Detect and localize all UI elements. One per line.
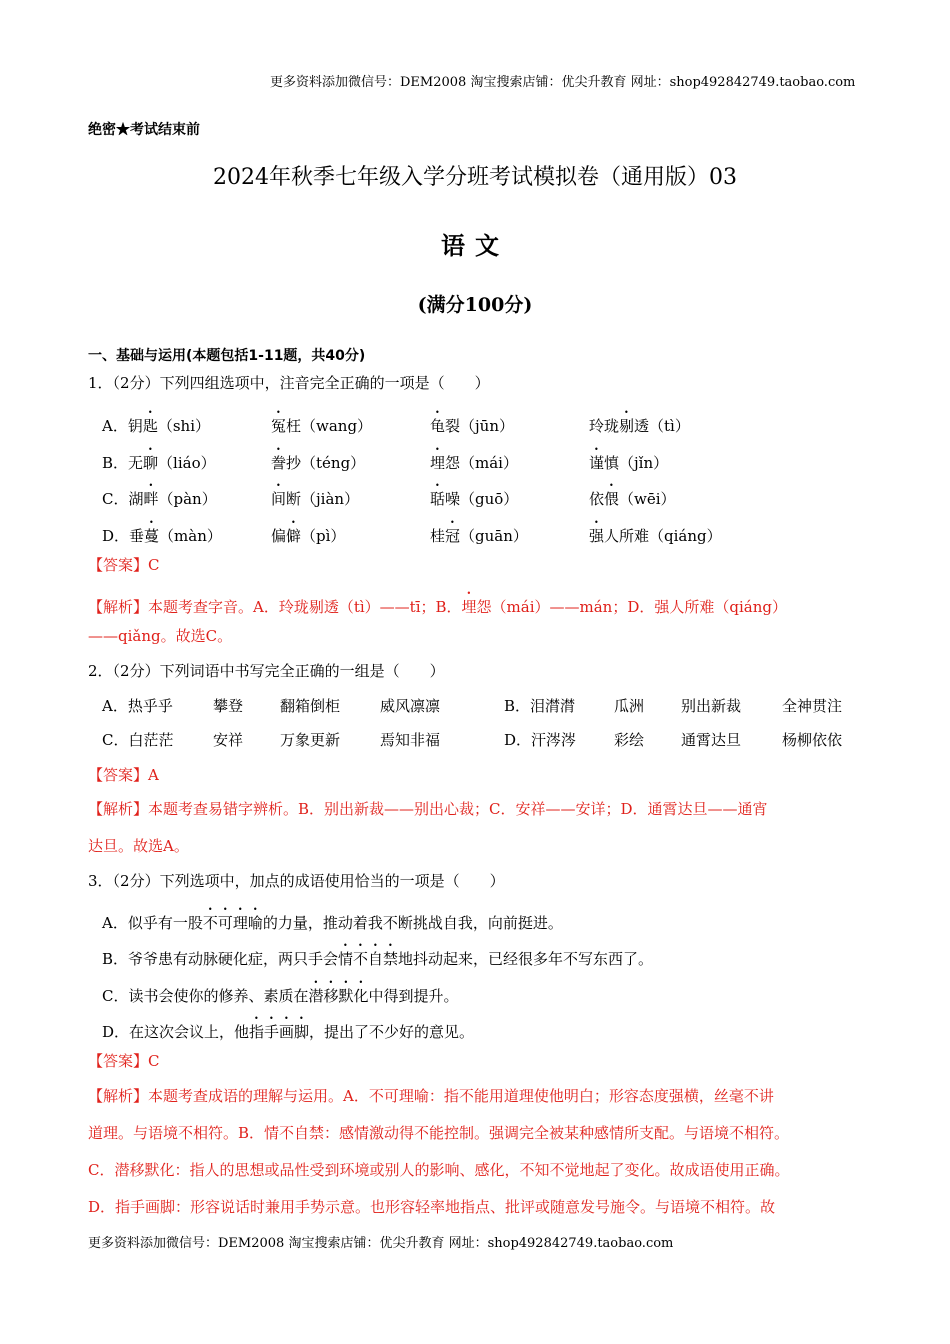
q1-option-d1: D．垂蔓（màn） (102, 527, 222, 545)
q1-analysis-line: ——qiǎng。故选C。 (88, 627, 233, 645)
q3-analysis-line: 道理。与语境不相符。B．情不自禁：感情激动得不能控制。强调完全被某种感情所支配。与语境不相符。 (88, 1124, 790, 1142)
q2-option: 彩绘 (614, 731, 645, 749)
q2-option: 翻箱倒柜 (280, 697, 341, 715)
q3-analysis-line: D．指手画脚：形容说话时兼用手势示意。也形容轻率地指点、批评或随意发号施令。与语境不相符。故 (88, 1198, 776, 1216)
q2-option: A．热乎乎 (102, 697, 173, 715)
q2-option: 全神贯注 (782, 697, 843, 715)
q1-option-a3: 龟裂（jūn） (430, 417, 514, 435)
q2-option: 攀登 (213, 697, 244, 715)
q2-option: 威风凛凛 (380, 697, 441, 715)
q1-analysis-line: 【解析】本题考查字音。A．玲珑剔透（tì）——tī；B．埋怨（mái）——mán；D．强人所难（qiáng） (88, 598, 787, 616)
q3-option-a: A．似乎有一股不可理喻的力量，推动着我不断挑战自我，向前挺进。 (102, 914, 563, 932)
subject-title: 语文 (441, 231, 509, 260)
q2-option: D．汗涔涔 (504, 731, 577, 749)
q1-option-c4: 依偎（wēi） (589, 490, 676, 508)
q2-analysis-line: 【解析】本题考查易错字辨析。B．别出新裁——别出心裁；C．安祥——安详；D．通霄达旦——通宵 (88, 800, 768, 818)
q2-option: 安祥 (213, 731, 244, 749)
q1-option-c1: C．湖畔（pàn） (102, 490, 217, 508)
q3-option-b: B．爷爷患有动脉硬化症，两只手会情不自禁地抖动起来，已经很多年不写东西了。 (102, 950, 654, 968)
page-footer: 更多资料添加微信号：DEM2008 淘宝搜索店铺：优尖升教育 网址：shop492842749.taobao.com (88, 1236, 674, 1251)
exam-title: 2024年秋季七年级入学分班考试模拟卷（通用版）03 (213, 165, 737, 190)
q1-answer: 【答案】C (88, 556, 160, 574)
q2-analysis-line: 达旦。故选A。 (88, 837, 189, 855)
q2-option: B．泪潸潸 (504, 697, 576, 715)
q1-option-c3: 聒噪（guō） (430, 490, 519, 508)
q1-option-a2: 冤枉（wang） (271, 417, 373, 435)
q3-analysis-line: C．潜移默化：指人的思想或品性受到环境或别人的影响、感化，不知不觉地起了变化。故成语使用正确。 (88, 1161, 790, 1179)
section-heading: 一、基础与运用(本题包括1-11题，共40分) (88, 348, 366, 364)
q2-option: 别出新裁 (681, 697, 742, 715)
q1-option-b4: 谨慎（jǐn） (589, 454, 669, 472)
q1-option-d4: 强人所难（qiáng） (589, 527, 722, 545)
q1-option-b1: B．无聊（liáo） (102, 454, 216, 472)
q2-option: 焉知非福 (380, 731, 441, 749)
q1-option-a1: A．钥匙（shi） (102, 417, 211, 435)
full-score: (满分100分) (417, 294, 533, 316)
q2-option: 瓜洲 (614, 697, 645, 715)
q2-option: C．白茫茫 (102, 731, 174, 749)
q1-option-d3: 桂冠（guān） (430, 527, 528, 545)
q2-answer: 【答案】A (88, 766, 159, 784)
q3-analysis-line: 【解析】本题考查成语的理解与运用。A．不可理喻：指不能用道理使他明白；形容态度强横，丝毫不讲 (88, 1087, 774, 1105)
q1-stem: 1．（2分）下列四组选项中，注音完全正确的一项是（ ） (88, 374, 490, 392)
q3-option-c: C．读书会使你的修养、素质在潜移默化中得到提升。 (102, 987, 459, 1005)
q3-option-d: D．在这次会议上，他指手画脚，提出了不少好的意见。 (102, 1023, 475, 1041)
q2-option: 通霄达旦 (681, 731, 742, 749)
q1-option-a4: 玲珑剔透（tì） (589, 417, 690, 435)
q1-option-b2: 誊抄（téng） (271, 454, 366, 472)
confidential-label: 绝密★考试结束前 (88, 122, 200, 138)
q3-answer: 【答案】C (88, 1052, 160, 1070)
q2-stem: 2．（2分）下列词语中书写完全正确的一组是（ ） (88, 662, 445, 680)
q1-option-c2: 间断（jiàn） (271, 490, 360, 508)
q3-stem: 3．（2分）下列选项中，加点的成语使用恰当的一项是（ ） (88, 872, 505, 890)
q2-option: 杨柳依依 (782, 731, 843, 749)
page-header: 更多资料添加微信号：DEM2008 淘宝搜索店铺：优尖升教育 网址：shop492842749.taobao.com (270, 75, 856, 90)
q1-option-b3: 埋怨（mái） (430, 454, 518, 472)
q2-option: 万象更新 (280, 731, 341, 749)
q1-option-d2: 偏僻（pì） (271, 527, 346, 545)
